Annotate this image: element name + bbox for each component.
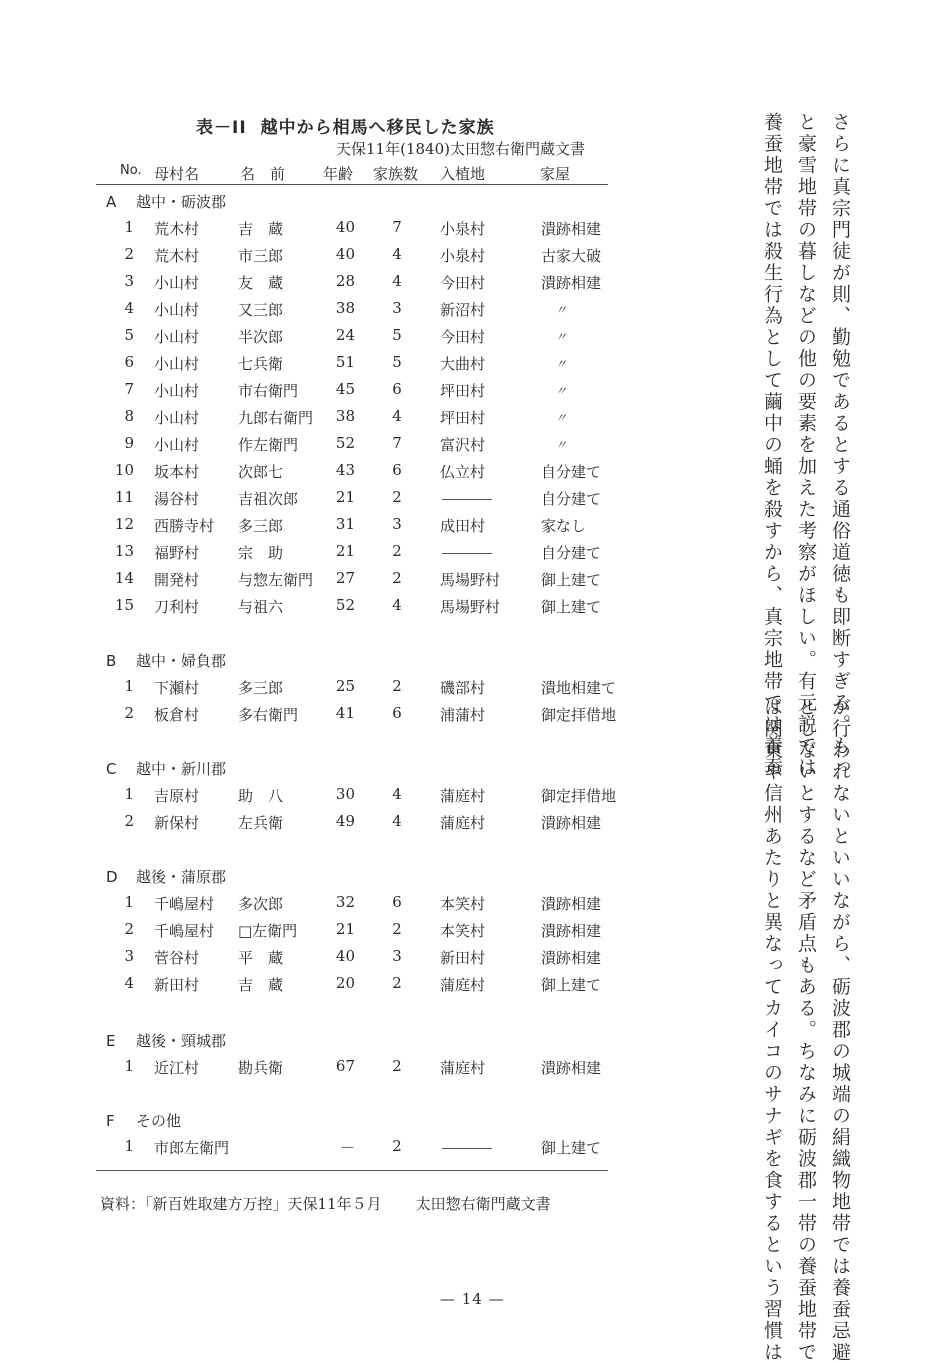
row-number: 2 (124, 704, 134, 722)
village-name: 小山村 (154, 382, 200, 400)
house-status: 家なし (541, 517, 587, 535)
group-name: その他 (136, 1112, 182, 1130)
settle-village: 坪田村 (440, 382, 486, 400)
person-name: □左衛門 (238, 922, 298, 940)
age-value: － (339, 1139, 355, 1157)
age-value: 43 (335, 461, 355, 479)
age-value: 32 (335, 893, 355, 911)
age-value: 67 (335, 1057, 355, 1075)
settle-village: 本笑村 (440, 922, 486, 940)
age-value: 31 (335, 515, 355, 533)
row-number: 9 (124, 434, 134, 452)
person-name: 助 八 (238, 787, 284, 805)
person-name: 七兵衛 (238, 355, 284, 373)
group-label (106, 650, 226, 671)
settle-village: 馬場野村 (440, 571, 501, 589)
row-number: 15 (114, 596, 134, 614)
settle-village: 蒲庭村 (440, 787, 486, 805)
settle-village: 坪田村 (440, 409, 486, 427)
settle-village: 今田村 (440, 274, 486, 292)
house-status: 潰地相建て (541, 679, 617, 697)
house-status: 御上建て (541, 571, 602, 589)
person-name: 多次郎 (238, 895, 284, 913)
row-number: 2 (124, 920, 134, 938)
settle-village: 大曲村 (440, 355, 486, 373)
house-status: 潰跡相建 (541, 220, 602, 238)
house-status: 自分建て (541, 463, 602, 481)
ditto-mark: 〃 (555, 411, 568, 425)
village-name: 開発村 (154, 571, 200, 589)
group-label (106, 191, 226, 212)
family-count: 3 (392, 299, 402, 317)
settle-village: 富沢村 (440, 436, 486, 454)
village-name: 下瀬村 (154, 679, 200, 697)
family-count: 3 (392, 515, 402, 533)
village-name: 吉原村 (154, 787, 200, 805)
footer-source: 資料：「新百姓取建方万控」天保11年５月 (100, 1195, 382, 1213)
group-code: E (106, 1032, 116, 1050)
person-name: 多三郎 (238, 517, 284, 535)
age-value: 45 (335, 380, 355, 398)
settle-village: 本笑村 (440, 895, 486, 913)
group-name: 越後・頸城郡 (136, 1032, 227, 1050)
row-number: 5 (124, 326, 134, 344)
row-number: 10 (114, 461, 134, 479)
person-name: 吉 蔵 (238, 220, 284, 238)
house-status: 御上建て (541, 598, 602, 616)
text-column: としないとするなど矛盾点もある。ちなみに砺波郡一帯の養蚕地帯で (795, 697, 817, 1364)
empty-dash (442, 1148, 492, 1149)
row-number: 7 (124, 380, 134, 398)
village-name: 福野村 (154, 544, 200, 562)
row-number: 1 (124, 1057, 134, 1075)
house-status: 御定拝借地 (541, 706, 617, 724)
person-name: 次郎七 (238, 463, 284, 481)
row-number: 4 (124, 974, 134, 992)
family-count: 3 (392, 947, 402, 965)
house-status: 自分建て (541, 490, 602, 508)
row-number: 4 (124, 299, 134, 317)
village-name: 近江村 (154, 1059, 200, 1077)
ditto-mark: 〃 (555, 357, 568, 371)
page-number: — 14 — (440, 1290, 505, 1308)
person-name: 半次郎 (238, 328, 284, 346)
village-name: 荒木村 (154, 220, 200, 238)
house-status: 自分建て (541, 544, 602, 562)
group-name: 越中・新川郡 (136, 760, 227, 778)
settle-village: 蒲庭村 (440, 1059, 486, 1077)
person-name: 市三郎 (238, 247, 284, 265)
settle-village: 今田村 (440, 328, 486, 346)
group-code: A (106, 193, 117, 211)
settle-village: 磯部村 (440, 679, 486, 697)
group-code: F (106, 1112, 115, 1130)
person-name: 勘兵衛 (238, 1059, 284, 1077)
table-caption: 越中から相馬へ移民した家族 (260, 118, 495, 138)
group-label (106, 866, 226, 887)
family-count: 2 (392, 677, 402, 695)
age-value: 40 (335, 218, 355, 236)
ditto-mark: 〃 (555, 384, 568, 398)
person-name: 多右衛門 (238, 706, 299, 724)
age-value: 30 (335, 785, 355, 803)
person-name: 多三郎 (238, 679, 284, 697)
settle-village: 小泉村 (440, 247, 486, 265)
ditto-mark: 〃 (555, 330, 568, 344)
age-value: 40 (335, 947, 355, 965)
header-cell: 名 前 (240, 165, 286, 183)
family-count: 5 (392, 326, 402, 344)
family-count: 4 (392, 812, 402, 830)
village-name: 小山村 (154, 274, 200, 292)
row-number: 1 (124, 893, 134, 911)
village-name: 西勝寺村 (154, 517, 215, 535)
age-value: 28 (335, 272, 355, 290)
age-value: 38 (335, 299, 355, 317)
table-title (196, 113, 495, 138)
person-name: 吉祖次郎 (238, 490, 299, 508)
group-name: 越中・砺波郡 (136, 193, 227, 211)
house-status: 潰跡相建 (541, 949, 602, 967)
person-name: 与祖六 (238, 598, 284, 616)
village-name: 坂本村 (154, 463, 200, 481)
row-number: 3 (124, 272, 134, 290)
header-cell: 家屋 (540, 165, 571, 183)
group-name: 越中・婦負郡 (136, 652, 227, 670)
text-column: 養蚕地帯では殺生行為として繭中の蛹を殺すから、真宗地帯では養蚕 (761, 112, 783, 779)
family-count: 4 (392, 785, 402, 803)
age-value: 49 (335, 812, 355, 830)
village-name: 小山村 (154, 301, 200, 319)
empty-dash (442, 553, 492, 554)
age-value: 51 (335, 353, 355, 371)
family-count: 2 (392, 974, 402, 992)
header-cell: 入植地 (440, 165, 486, 183)
settle-village: 蒲庭村 (440, 976, 486, 994)
person-name: 吉 蔵 (238, 976, 284, 994)
age-value: 27 (335, 569, 355, 587)
row-number: 12 (114, 515, 134, 533)
family-count: 7 (392, 218, 402, 236)
row-number: 11 (114, 488, 134, 506)
family-count: 4 (392, 245, 402, 263)
group-code: C (106, 760, 117, 778)
family-count: 4 (392, 272, 402, 290)
age-value: 21 (335, 488, 355, 506)
house-status: 潰跡相建 (541, 895, 602, 913)
age-value: 40 (335, 245, 355, 263)
house-status: 潰跡相建 (541, 1059, 602, 1077)
family-count: 5 (392, 353, 402, 371)
age-value: 52 (335, 596, 355, 614)
header-cell: No. (120, 163, 142, 178)
row-number: 1 (124, 785, 134, 803)
house-status: 潰跡相建 (541, 274, 602, 292)
age-value: 25 (335, 677, 355, 695)
header-cell: 年齢 (323, 165, 354, 183)
person-name: 与惣左衛門 (238, 571, 314, 589)
family-count: 6 (392, 704, 402, 722)
house-status: 御上建て (541, 1139, 602, 1157)
house-status: 潰跡相建 (541, 814, 602, 832)
village-name: 小山村 (154, 409, 200, 427)
person-name: 宗 助 (238, 544, 284, 562)
group-code: B (106, 652, 117, 670)
house-status: 潰跡相建 (541, 922, 602, 940)
village-name: 千嶋屋村 (154, 922, 215, 940)
age-value: 21 (335, 920, 355, 938)
row-number: 2 (124, 245, 134, 263)
text-column: は関東や信州あたりと異なってカイコのサナギを食するという習慣は (761, 697, 783, 1364)
village-name: 荒木村 (154, 247, 200, 265)
family-count: 4 (392, 407, 402, 425)
row-number: 13 (114, 542, 134, 560)
person-name: 作左衛門 (238, 436, 299, 454)
text-column: が行われないといいながら、砺波郡の城端の絹織物地帯では養蚕忌避 (829, 697, 851, 1364)
family-count: 2 (392, 569, 402, 587)
village-name: 新保村 (154, 814, 200, 832)
person-name: 左兵衛 (238, 814, 284, 832)
village-name: 小山村 (154, 436, 200, 454)
row-number: 14 (114, 569, 134, 587)
family-count: 2 (392, 920, 402, 938)
family-count: 6 (392, 893, 402, 911)
header-cell: 母村名 (154, 165, 200, 183)
age-value: 24 (335, 326, 355, 344)
family-count: 6 (392, 461, 402, 479)
village-name: 新田村 (154, 976, 200, 994)
settle-village: 新沼村 (440, 301, 486, 319)
settle-village: 仏立村 (440, 463, 486, 481)
family-count: 6 (392, 380, 402, 398)
age-value: 52 (335, 434, 355, 452)
group-name: 越後・蒲原郡 (136, 868, 227, 886)
row-number: 8 (124, 407, 134, 425)
village-name: 小山村 (154, 355, 200, 373)
age-value: 21 (335, 542, 355, 560)
header-rule (96, 184, 608, 185)
house-status: 御上建て (541, 976, 602, 994)
village-name: 小山村 (154, 328, 200, 346)
ditto-mark: 〃 (555, 438, 568, 452)
header-cell: 家族数 (373, 165, 419, 183)
village-name: 菅谷村 (154, 949, 200, 967)
group-label (106, 1030, 226, 1051)
person-name: 平 蔵 (238, 949, 284, 967)
empty-dash (442, 499, 492, 500)
village-name: 湯谷村 (154, 490, 200, 508)
person-name: 又三郎 (238, 301, 284, 319)
settle-village: 新田村 (440, 949, 486, 967)
row-number: 1 (124, 1137, 134, 1155)
row-number: 1 (124, 677, 134, 695)
village-name: 千嶋屋村 (154, 895, 215, 913)
age-value: 20 (335, 974, 355, 992)
settle-village: 馬場野村 (440, 598, 501, 616)
group-code: D (106, 868, 118, 886)
village-name: 板倉村 (154, 706, 200, 724)
family-count: 4 (392, 596, 402, 614)
footer-author: 太田惣右衛門蔵文書 (415, 1195, 551, 1213)
person-name: 友 蔵 (238, 274, 284, 292)
age-value: 38 (335, 407, 355, 425)
text-column: と豪雪地帯の暮しなどの他の要素を加えた考察がほしい。有元説では (795, 112, 817, 779)
ditto-mark: 〃 (555, 303, 568, 317)
row-number: 3 (124, 947, 134, 965)
group-label (106, 758, 226, 779)
row-number: 6 (124, 353, 134, 371)
table-source-line: 天保11年(1840)太田惣右衛門蔵文書 (336, 140, 585, 158)
settle-village: 浦蒲村 (440, 706, 486, 724)
person-name: 九郎右衛門 (238, 409, 314, 427)
house-status: 御定拝借地 (541, 787, 617, 805)
family-count: 2 (392, 488, 402, 506)
bottom-rule (96, 1170, 608, 1171)
family-count: 2 (392, 1137, 402, 1155)
village-name: 市郎左衛門 (154, 1139, 230, 1157)
family-count: 7 (392, 434, 402, 452)
group-label (106, 1110, 181, 1131)
text-column: さらに真宗門徒が則、勤勉であるとする通俗道徳も即断すぎる。もっ (829, 112, 851, 779)
footer-note (100, 1193, 551, 1214)
person-name: 市右衛門 (238, 382, 299, 400)
row-number: 2 (124, 812, 134, 830)
settle-village: 蒲庭村 (440, 814, 486, 832)
settle-village: 成田村 (440, 517, 486, 535)
age-value: 41 (335, 704, 355, 722)
row-number: 1 (124, 218, 134, 236)
family-count: 2 (392, 1057, 402, 1075)
village-name: 刀利村 (154, 598, 200, 616)
family-count: 2 (392, 542, 402, 560)
settle-village: 小泉村 (440, 220, 486, 238)
table-number: 表－II (196, 118, 247, 138)
house-status: 古家大破 (541, 247, 602, 265)
